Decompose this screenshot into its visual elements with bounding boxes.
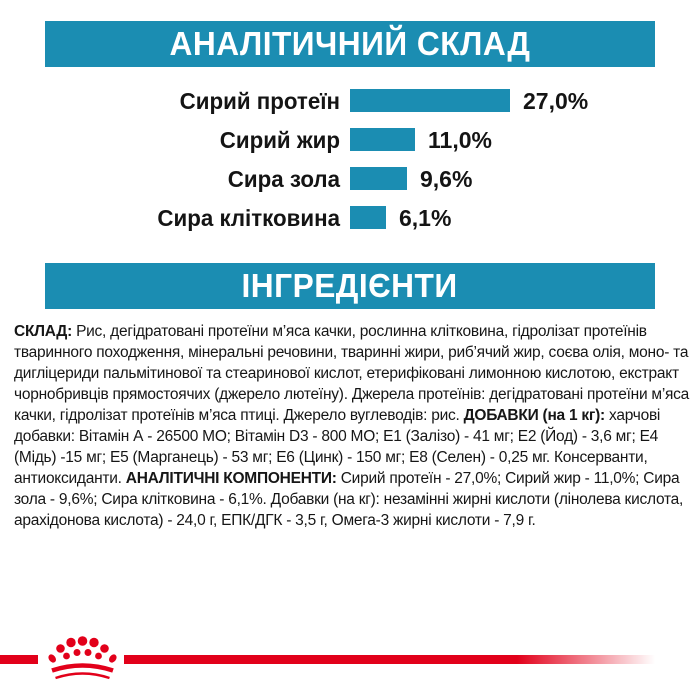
bar-value-label: 6,1% bbox=[399, 205, 452, 231]
composition-text: Рис, дегідратовані протеїни м’яса качки, рослинна клітковина, гідролізат протеїнів тваринного походження, мінеральні речовини, тваринні жири, риб’ячий жир, соєва олія, моно- та дигліцериди пальмітинової та стеаринової кислот, етерифіковані лимонною кислотою, екстракт чорнобривців прямостоячих (джерело лютеїну). Джерела протеїнів: дегідратовані протеїни м’яса качки, гідролізат протеїнів м’яса птиці. Джерело вуглеводів: рис. bbox=[14, 323, 690, 424]
bar-label: Сирий протеїн bbox=[179, 88, 340, 114]
bar-value-label: 27,0% bbox=[523, 88, 589, 114]
analytical-composition-banner bbox=[45, 21, 655, 67]
bar-label: Сира клітковина bbox=[157, 205, 340, 231]
analytical-banner-title: АНАЛІТИЧНИЙ СКЛАД bbox=[169, 25, 531, 62]
ingredients-banner bbox=[45, 263, 655, 309]
bar-value-label: 11,0% bbox=[428, 127, 492, 153]
additives-text: харчові добавки: Вітамін А - 26500 МО; Вітамін D3 - 800 МО; Е1 (Залізо) - 41 мг; Е2 (Йод) - 3,6 мг; Е4 (Мідь) -15 мг; Е5 (Марганець) - 53 мг; Е6 (Цинк) - 150 мг; Е8 (Селен) - 0,25 мг. Консерванти, антиоксиданти. bbox=[14, 407, 661, 487]
bar bbox=[350, 128, 415, 151]
footer-red-line-left bbox=[0, 655, 38, 664]
analytical-components-text: Сирий протеїн - 27,0%; Сирий жир - 11,0%; Сира зола - 9,6%; Сира клітковина - 6,1%. Добавки (на кг): незамінні жирні кислоти (лінолева кислота, арахідонова кислота) - 24,0 г, ЕПК/ДГК - 3,5 г, Омега-3 жирні кислоти - 7,9 г. bbox=[14, 470, 684, 529]
chart-row bbox=[0, 128, 700, 152]
additives-label: ДОБАВКИ (на 1 кг): bbox=[463, 407, 610, 424]
royal-canin-crown-icon bbox=[46, 636, 120, 684]
footer-red-line bbox=[124, 655, 655, 664]
bar-label: Сира зола bbox=[227, 166, 340, 192]
ingredients-paragraph bbox=[14, 321, 692, 531]
bar bbox=[350, 167, 407, 190]
bar-label: Сирий жир bbox=[219, 127, 340, 153]
chart-row bbox=[0, 89, 700, 113]
ingredients-banner-title: ІНГРЕДІЄНТИ bbox=[241, 267, 459, 304]
analytical-components-label: АНАЛІТИЧНІ КОМПОНЕНТИ: bbox=[125, 470, 341, 487]
chart-row bbox=[0, 206, 700, 230]
composition-label: СКЛАД: bbox=[14, 323, 77, 340]
bar-value-label: 9,6% bbox=[420, 166, 473, 192]
bar bbox=[350, 206, 386, 229]
bar bbox=[350, 89, 510, 112]
chart-row bbox=[0, 167, 700, 191]
